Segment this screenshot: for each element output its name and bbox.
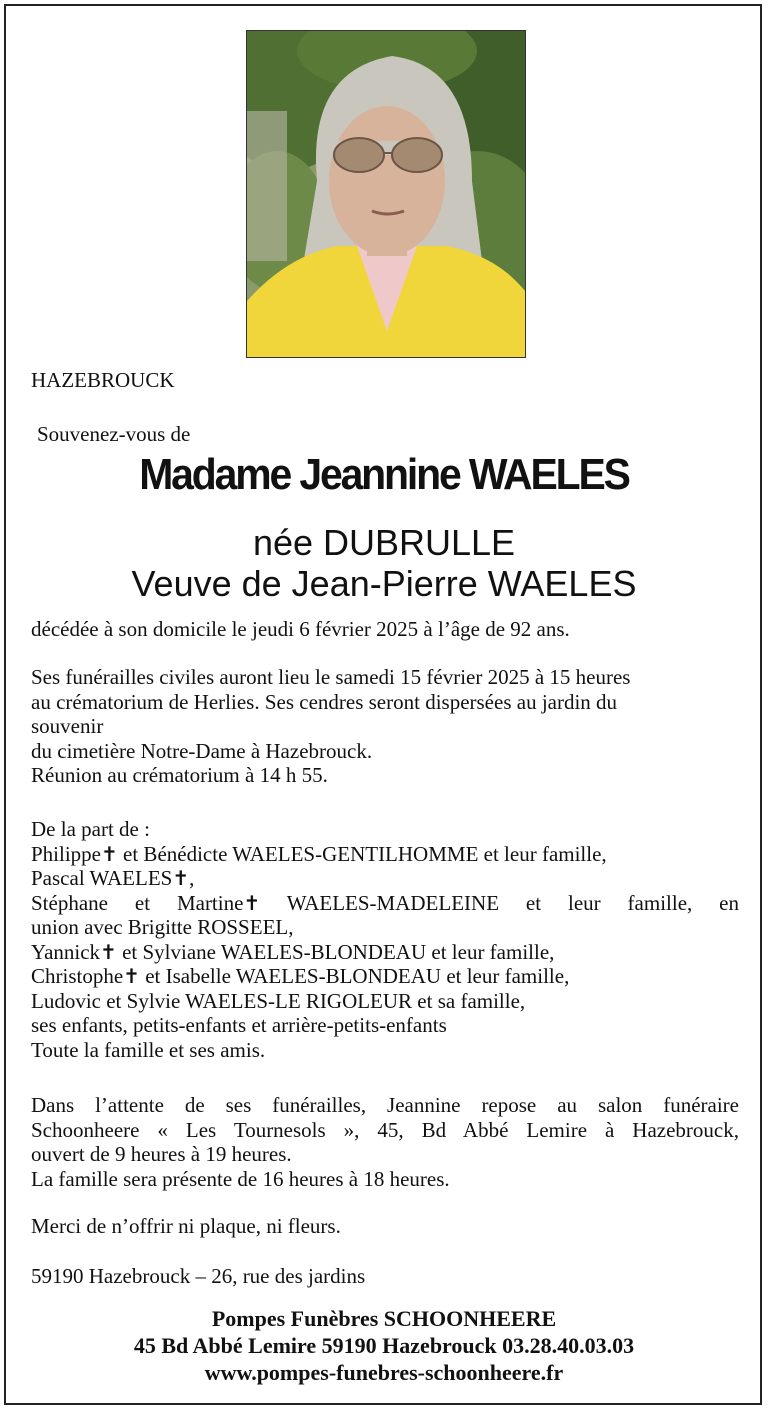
maiden-name: née DUBRULLE	[252, 522, 516, 563]
family-line: Pascal WAELES✝,	[31, 866, 195, 890]
funeral-details: Ses funérailles civiles auront lieu le samedi 15 février 2025 à 15 heures au crématorium de Herlies. Ses cendres seront dispersées au jardin du souvenir du cimetière Notre-Dame à Hazebrouck. Réunion au crématorium à 14 h 55.	[31, 665, 631, 787]
widow-of: Veuve de Jean-Pierre WAELES	[131, 563, 637, 604]
cross-icon: ✝	[123, 964, 140, 988]
family-line: Yannick✝ et Sylviane WAELES-BLONDEAU et leur famille,	[31, 939, 555, 964]
family-list: De la part de : Philippe✝ et Bénédicte WAELES-GENTILHOMME et leur famille, Pascal WAELES✝, Stéphane et Martine✝ WAELES-MADELEINE et leur famille, en union avec Brigitte ROSSEEL, Yannick✝ et Sylviane WAELES-BLONDEAU et leur famille, Christophe✝ et Isabelle WAELES-BLONDEAU et leur famille, Ludovic et Sylvie WAELES-LE RIGOLEUR et sa famille, ses enfants, petits-enfants et arrière-petits-enfants Toute la famille et ses amis.	[31, 817, 739, 1062]
funeral-home-footer	[0, 1305, 768, 1386]
city-heading: HAZEBROUCK	[31, 368, 175, 392]
death-notice: décédée à son domicile le jeudi 6 février 2025 à l’âge de 92 ans.	[31, 617, 570, 641]
cross-icon: ✝	[101, 841, 118, 866]
cross-icon: ✝	[172, 866, 190, 890]
company-address: 45 Bd Abbé Lemire 59190 Hazebrouck 03.28.40.03.03	[133, 1333, 635, 1358]
intro-text: Souvenez-vous de	[37, 422, 191, 446]
viewing-details: Dans l’attente de ses funérailles, Jeannine repose au salon funéraire Schoonheere « Les Tournesols », 45, Bd Abbé Lemire à Hazebrouck, ouvert de 9 heures à 19 heures. La famille sera présente de 16 heures à 18 heures.	[31, 1093, 739, 1191]
cross-icon: ✝	[100, 939, 117, 964]
family-line: Christophe✝ et Isabelle WAELES-BLONDEAU et leur famille,	[31, 964, 570, 988]
portrait-illustration	[247, 31, 525, 357]
company-name: Pompes Funèbres SCHOONHEERE	[211, 1306, 557, 1331]
no-flowers-note: Merci de n’offrir ni plaque, ni fleurs.	[31, 1214, 341, 1238]
family-address: 59190 Hazebrouck – 26, rue des jardins	[31, 1264, 366, 1288]
family-line: Philippe✝ et Bénédicte WAELES-GENTILHOMME et leur famille,	[31, 841, 607, 866]
cross-icon: ✝	[243, 890, 261, 915]
deceased-name: Madame Jeannine WAELES	[139, 450, 629, 499]
family-line: Stéphane et Martine✝ WAELES-MADELEINE et leur famille, en	[31, 890, 739, 915]
company-website: www.pompes-funebres-schoonheere.fr	[204, 1360, 564, 1385]
portrait-photo	[246, 30, 526, 358]
